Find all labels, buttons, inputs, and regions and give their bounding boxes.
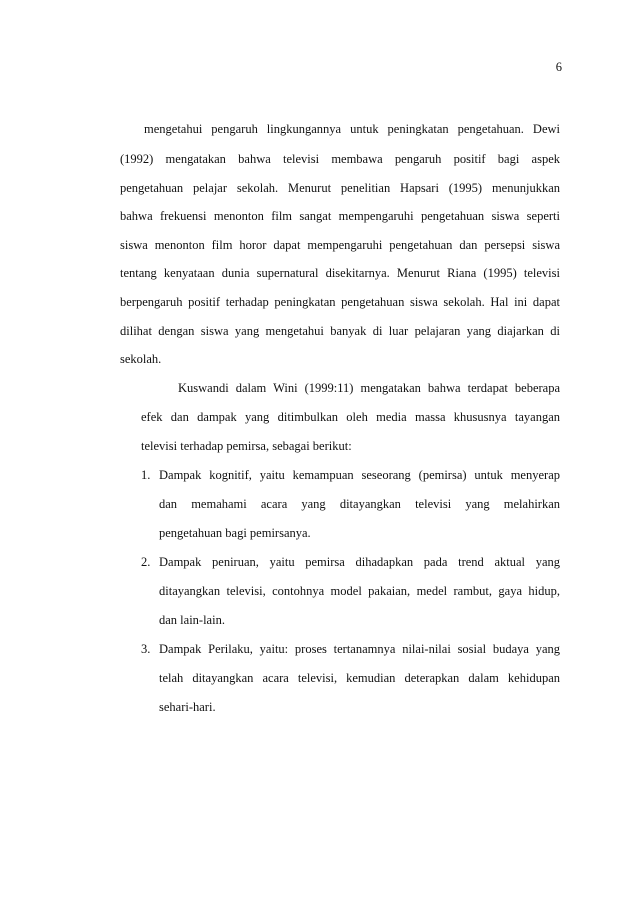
list-item-line: sehari-hari. <box>159 700 216 714</box>
list-item-line: ditayangkan televisi, contohnya model pakaian, medel rambut, gaya hidup, <box>159 584 560 598</box>
list-item-line: dan memahami acara yang ditayangkan televisi yang melahirkan <box>159 497 560 511</box>
paragraph-line: siswa menonton film horor dapat mempengaruhi pengetahuan dan persepsi siswa <box>120 238 560 252</box>
paragraph-line: berpengaruh positif terhadap peningkatan pengetahuan siswa sekolah. Hal ini dapat <box>120 295 560 309</box>
list-item-line: dan lain-lain. <box>159 613 225 627</box>
paragraph-line: (1992) mengatakan bahwa televisi membawa pengaruh positif bagi aspek <box>120 152 560 166</box>
list-item-line: Dampak kognitif, yaitu kemampuan seseorang (pemirsa) untuk menyerap <box>159 468 560 482</box>
list-marker: 3. <box>141 642 151 656</box>
list-marker: 1. <box>141 468 151 482</box>
paragraph-line: televisi terhadap pemirsa, sebagai berikut: <box>141 439 352 453</box>
list-marker: 2. <box>141 555 151 569</box>
paragraph-line: sekolah. <box>120 352 162 366</box>
paragraph-line: mengetahui pengaruh lingkungannya untuk peningkatan pengetahuan. Dewi <box>144 122 560 136</box>
paragraph-line: efek dan dampak yang ditimbulkan oleh media massa khususnya tayangan <box>141 410 560 424</box>
list-item-line: Dampak peniruan, yaitu pemirsa dihadapkan pada trend aktual yang <box>159 555 560 569</box>
list-item-line: pengetahuan bagi pemirsanya. <box>159 526 311 540</box>
paragraph-line: Kuswandi dalam Wini (1999:11) mengatakan bahwa terdapat beberapa <box>178 381 560 395</box>
list-item-line: telah ditayangkan acara televisi, kemudian deterapkan dalam kehidupan <box>159 671 560 685</box>
page-number: 6 <box>555 60 562 74</box>
paragraph-line: dilihat dengan siswa yang mengetahui banyak di luar pelajaran yang diajarkan di <box>120 324 560 338</box>
paragraph-line: bahwa frekuensi menonton film sangat mempengaruhi pengetahuan siswa seperti <box>120 209 560 223</box>
list-item-line: Dampak Perilaku, yaitu: proses tertanamnya nilai-nilai sosial budaya yang <box>159 642 560 656</box>
paragraph-line: pengetahuan pelajar sekolah. Menurut penelitian Hapsari (1995) menunjukkan <box>120 181 560 195</box>
paragraph-line: tentang kenyataan dunia supernatural disekitarnya. Menurut Riana (1995) televisi <box>120 266 560 280</box>
